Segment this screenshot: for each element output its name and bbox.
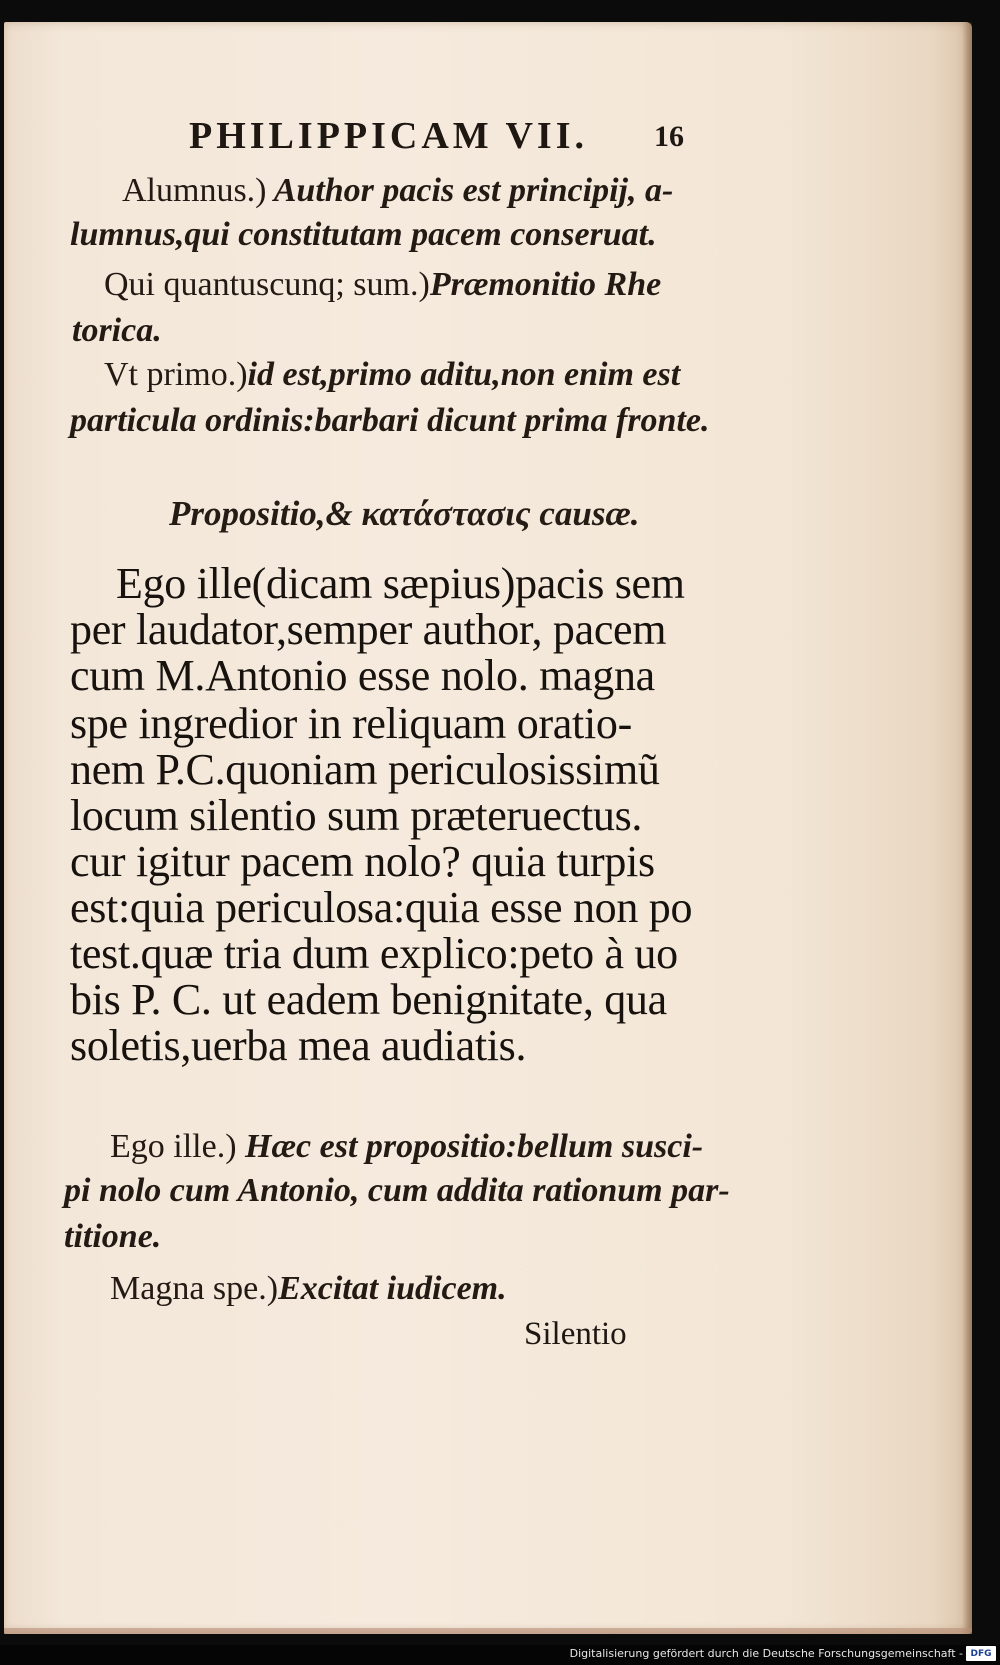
- note-lemma: Vt primo.): [104, 356, 248, 393]
- note-comment: pi nolo cum Antonio, cum addita rationum par-: [64, 1172, 730, 1209]
- note-lemma: Qui quantuscunq; sum.): [104, 266, 430, 303]
- main-text-line: bis P. C. ut eadem benignitate, qua: [70, 975, 667, 1024]
- note-comment: id est,primo aditu,non enim est: [247, 356, 681, 393]
- main-text-line: test.quæ tria dum explico:peto à uo: [70, 929, 678, 978]
- note-comment: titione.: [64, 1218, 162, 1255]
- note-comment: Excitat iudicem.: [278, 1270, 507, 1307]
- note-comment: lumnus,qui constitutam pacem conseruat.: [70, 216, 657, 253]
- note-line: [72, 312, 162, 350]
- note-line: [104, 356, 680, 394]
- main-text-line: cur igitur pacem nolo? quia turpis: [70, 837, 655, 886]
- note-line: [64, 1218, 161, 1256]
- dfg-logo-text: DFG: [970, 1648, 992, 1659]
- note-comment: Author pacis est principij, a-: [266, 172, 674, 209]
- note-line: [70, 402, 710, 440]
- funding-credit: Digitalisierung gefördert durch die Deutsche Forschungsgemeinschaft -: [569, 1647, 963, 1660]
- note-lemma: Ego ille.): [110, 1128, 237, 1165]
- dfg-logo-icon: [966, 1646, 996, 1661]
- note-line: [110, 1270, 507, 1308]
- note-line: [122, 172, 673, 210]
- note-lemma: Magna spe.): [110, 1270, 279, 1307]
- running-head: PHILIPPICAM VII.: [189, 115, 588, 157]
- main-text-line: soletis,uerba mea audiatis.: [70, 1021, 527, 1070]
- note-comment: Præmonitio Rhe: [429, 266, 662, 303]
- note-line: [70, 216, 657, 254]
- main-text-line: spe ingredior in reliquam oratio-: [70, 699, 632, 748]
- main-text-line: cum M.Antonio esse nolo. magna: [70, 651, 655, 700]
- page-bottom-edge: [4, 1628, 972, 1634]
- main-text-line: per laudator,semper author, pacem: [70, 605, 667, 654]
- note-line: [64, 1172, 730, 1210]
- note-line: [110, 1128, 703, 1166]
- main-text-line: locum silentio sum præteruectus.: [70, 791, 643, 840]
- note-comment: particula ordinis:barbari dicunt prima fronte.: [70, 402, 710, 439]
- catchword: Silentio: [524, 1316, 627, 1352]
- note-line: [104, 266, 661, 304]
- note-lemma: Alumnus.): [122, 172, 267, 209]
- main-text-line: Ego ille(dicam sæpius)pacis sem: [116, 559, 685, 608]
- footer-bar: [0, 1645, 1000, 1665]
- note-comment: Hæc est propositio:bellum susci-: [236, 1128, 704, 1165]
- main-text-line: nem P.C.quoniam periculosissimũ: [70, 745, 660, 794]
- book-page: [4, 22, 972, 1634]
- main-text-line: est:quia periculosa:quia esse non po: [70, 883, 693, 932]
- page-number: 16: [654, 120, 684, 153]
- section-heading: Propositio,& κατάστασις causæ.: [169, 494, 640, 533]
- page-edge-shadow: [962, 22, 972, 1634]
- note-comment: torica.: [72, 312, 162, 349]
